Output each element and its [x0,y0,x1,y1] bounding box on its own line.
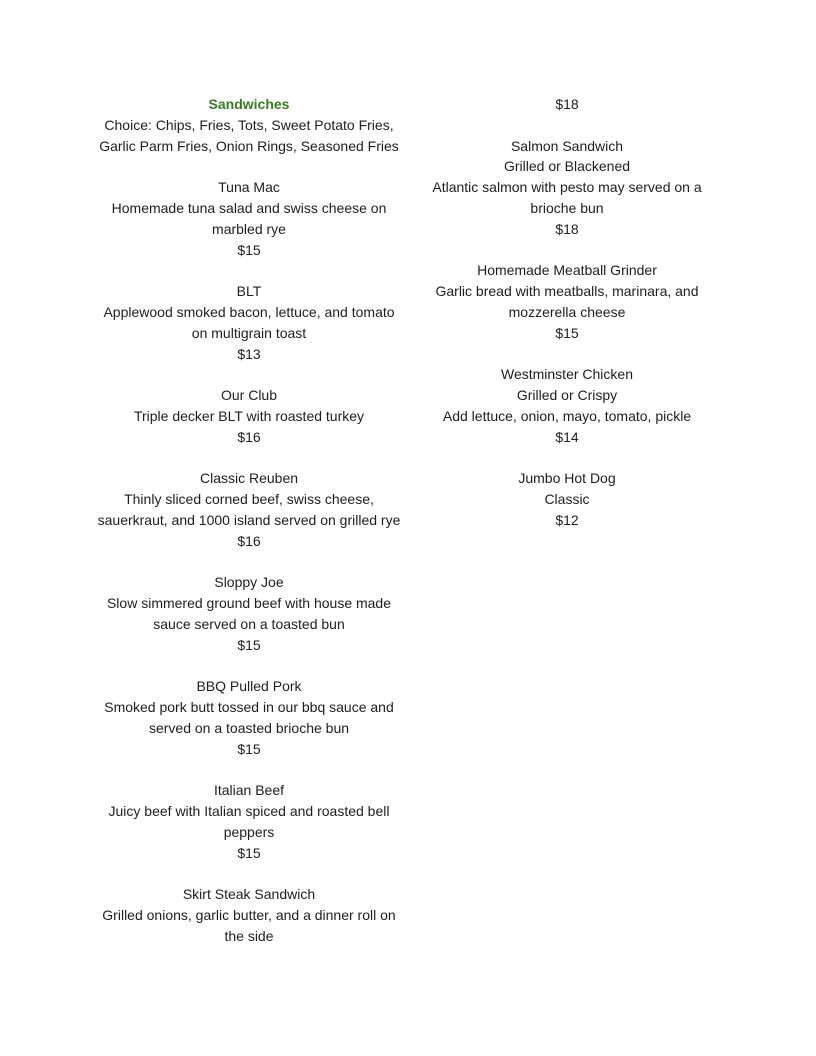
menu-item-price: $14 [555,428,579,445]
choice-line: Garlic Parm Fries, Onion Rings, Seasoned Fries [99,137,399,154]
menu-item-sloppy-joe [97,572,401,655]
menu-item-price: $12 [555,511,579,528]
choice-line: Choice: Chips, Fries, Tots, Sweet Potato Fries, [104,116,394,133]
menu-item-blt [97,281,401,364]
menu-item-description: mozzerella cheese [508,303,626,320]
menu-item-price: $18 [555,96,579,112]
menu-item-description: peppers [223,823,275,840]
menu-item-name: Sloppy Joe [214,574,284,591]
menu-item-name: Tuna Mac [218,179,280,196]
menu-item-subtitle: Grilled or Crispy [516,387,618,404]
menu-item-description: Atlantic salmon with pesto may served on a [432,179,702,196]
menu-item-price: $13 [237,345,261,362]
menu-item-classic-reuben [97,468,401,551]
menu-item-meatball-grinder [415,260,719,343]
menu-item-description: Applewood smoked bacon, lettuce, and tomato [103,303,395,320]
menu-section-header [97,94,401,156]
menu-item-description: Slow simmered ground beef with house made [106,595,392,612]
menu-item-name: Westminster Chicken [500,366,633,383]
menu-item-name: Jumbo Hot Dog [518,470,616,487]
menu-item-price: $15 [237,241,261,258]
menu-item-description: Thinly sliced corned beef, swiss cheese, [124,491,374,508]
section-title: Sandwiches [208,96,290,112]
menu-item-name: Italian Beef [213,782,285,799]
menu-item-description: Homemade tuna salad and swiss cheese on [111,199,387,216]
menu-item-price: $15 [237,844,261,861]
menu-item-name: Classic Reuben [199,470,299,487]
menu-item-description: on multigrain toast [191,324,307,341]
menu-item-description: sauerkraut, and 1000 island served on grilled rye [97,511,401,528]
menu-item-name: BBQ Pulled Pork [196,678,302,695]
menu-item-description: brioche bun [530,199,604,216]
menu-item-name: Salmon Sandwich [510,137,624,154]
menu-item-our-club [97,385,401,447]
menu-item-description: Smoked pork butt tossed in our bbq sauce and [104,699,394,716]
menu-item-subtitle: Grilled or Blackened [503,158,631,175]
menu-item-description: Add lettuce, onion, mayo, tomato, pickle [442,407,692,424]
menu-column-right [415,94,719,531]
menu-item-salmon-sandwich [415,136,719,240]
menu-item-description: Garlic bread with meatballs, marinara, and [435,283,699,300]
menu-item-description: the side [224,927,274,944]
menu-item-westminster-chicken [415,364,719,447]
menu-item-description: Triple decker BLT with roasted turkey [133,407,365,424]
menu-item-name: Homemade Meatball Grinder [477,262,657,279]
menu-item-bbq-pulled-pork [97,676,401,759]
menu-item-name: Skirt Steak Sandwich [182,886,316,903]
menu-item-price: $15 [237,636,261,653]
menu-item-name: BLT [236,283,262,300]
menu-item-name: Our Club [220,387,278,404]
menu-item-price: $15 [555,324,579,341]
menu-item-skirt-steak-overflow [415,94,719,115]
menu-item-description: marbled rye [212,220,286,237]
menu-item-description: Classic [544,491,590,508]
menu-item-price: $15 [237,740,261,757]
menu-item-description: sauce served on a toasted bun [153,615,345,632]
menu-item-skirt-steak-sandwich [97,884,401,946]
menu-item-description: Juicy beef with Italian spiced and roasted bell [108,803,390,820]
menu-item-price: $16 [237,532,261,549]
menu-item-italian-beef [97,780,401,863]
menu-item-tuna-mac [97,177,401,260]
menu-item-price: $18 [555,220,579,237]
menu-item-jumbo-hot-dog [415,468,719,530]
menu-column-left [97,94,401,947]
menu-item-price: $16 [237,428,261,445]
menu-item-description: served on a toasted brioche bun [148,719,350,736]
menu-item-description: Grilled onions, garlic butter, and a dinner roll on [102,907,396,924]
